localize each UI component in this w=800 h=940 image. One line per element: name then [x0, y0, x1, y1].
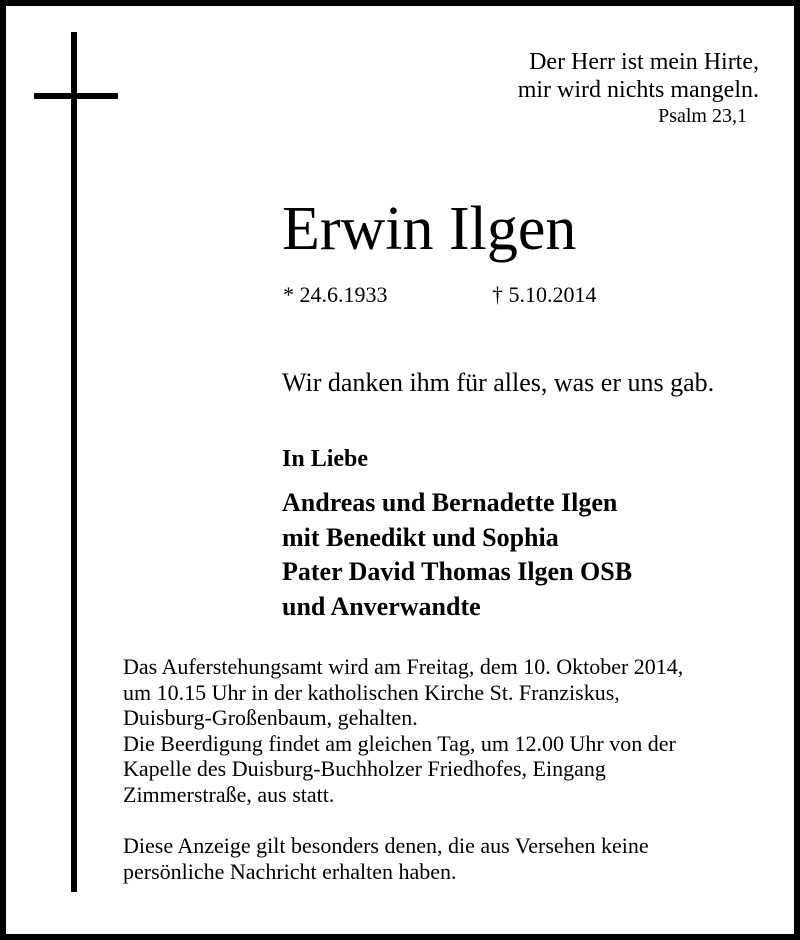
notice-line: um 10.15 Uhr in der katholischen Kirche St. Franziskus,	[123, 679, 620, 705]
family-line: und Anverwandte	[282, 591, 481, 621]
bible-quote	[518, 48, 759, 128]
quote-line: Der Herr ist mein Hirte,	[529, 49, 759, 75]
birth-date: * 24.6.1933	[283, 282, 388, 307]
death-date: † 5.10.2014	[492, 282, 597, 307]
closing-line: Diese Anzeige gilt besonders denen, die aus Versehen keine	[123, 833, 649, 858]
notice-line: Duisburg-Großenbaum, gehalten.	[123, 705, 418, 730]
quote-source: Psalm 23,1	[658, 105, 747, 127]
deceased-name: Erwin Ilgen	[282, 195, 577, 263]
family-line: Andreas und Bernadette Ilgen	[282, 488, 618, 517]
family-names	[282, 486, 632, 624]
closing-note	[123, 833, 649, 884]
notice-line: Die Beerdigung findet am gleichen Tag, um 12.00 Uhr von der	[123, 730, 676, 756]
family-line: Pater David Thomas Ilgen OSB	[282, 557, 633, 586]
quote-line: mir wird nichts mangeln.	[517, 77, 759, 103]
thanks-line: Wir danken ihm für alles, was er uns gab.	[282, 368, 715, 397]
notice-line: Das Auferstehungsamt wird am Freitag, dem 10. Oktober 2014,	[123, 654, 684, 679]
cross-icon-crossbar	[34, 93, 118, 99]
notice-line: Zimmerstraße, aus statt.	[123, 781, 335, 807]
closing-line: persönliche Nachricht erhalten haben.	[123, 858, 457, 884]
funeral-notice	[123, 654, 683, 807]
in-love-heading: In Liebe	[282, 446, 369, 472]
family-line: mit Benedikt und Sophia	[282, 522, 559, 552]
notice-line: Kapelle des Duisburg-Buchholzer Friedhofes, Eingang	[123, 756, 606, 781]
cross-icon	[71, 32, 77, 892]
